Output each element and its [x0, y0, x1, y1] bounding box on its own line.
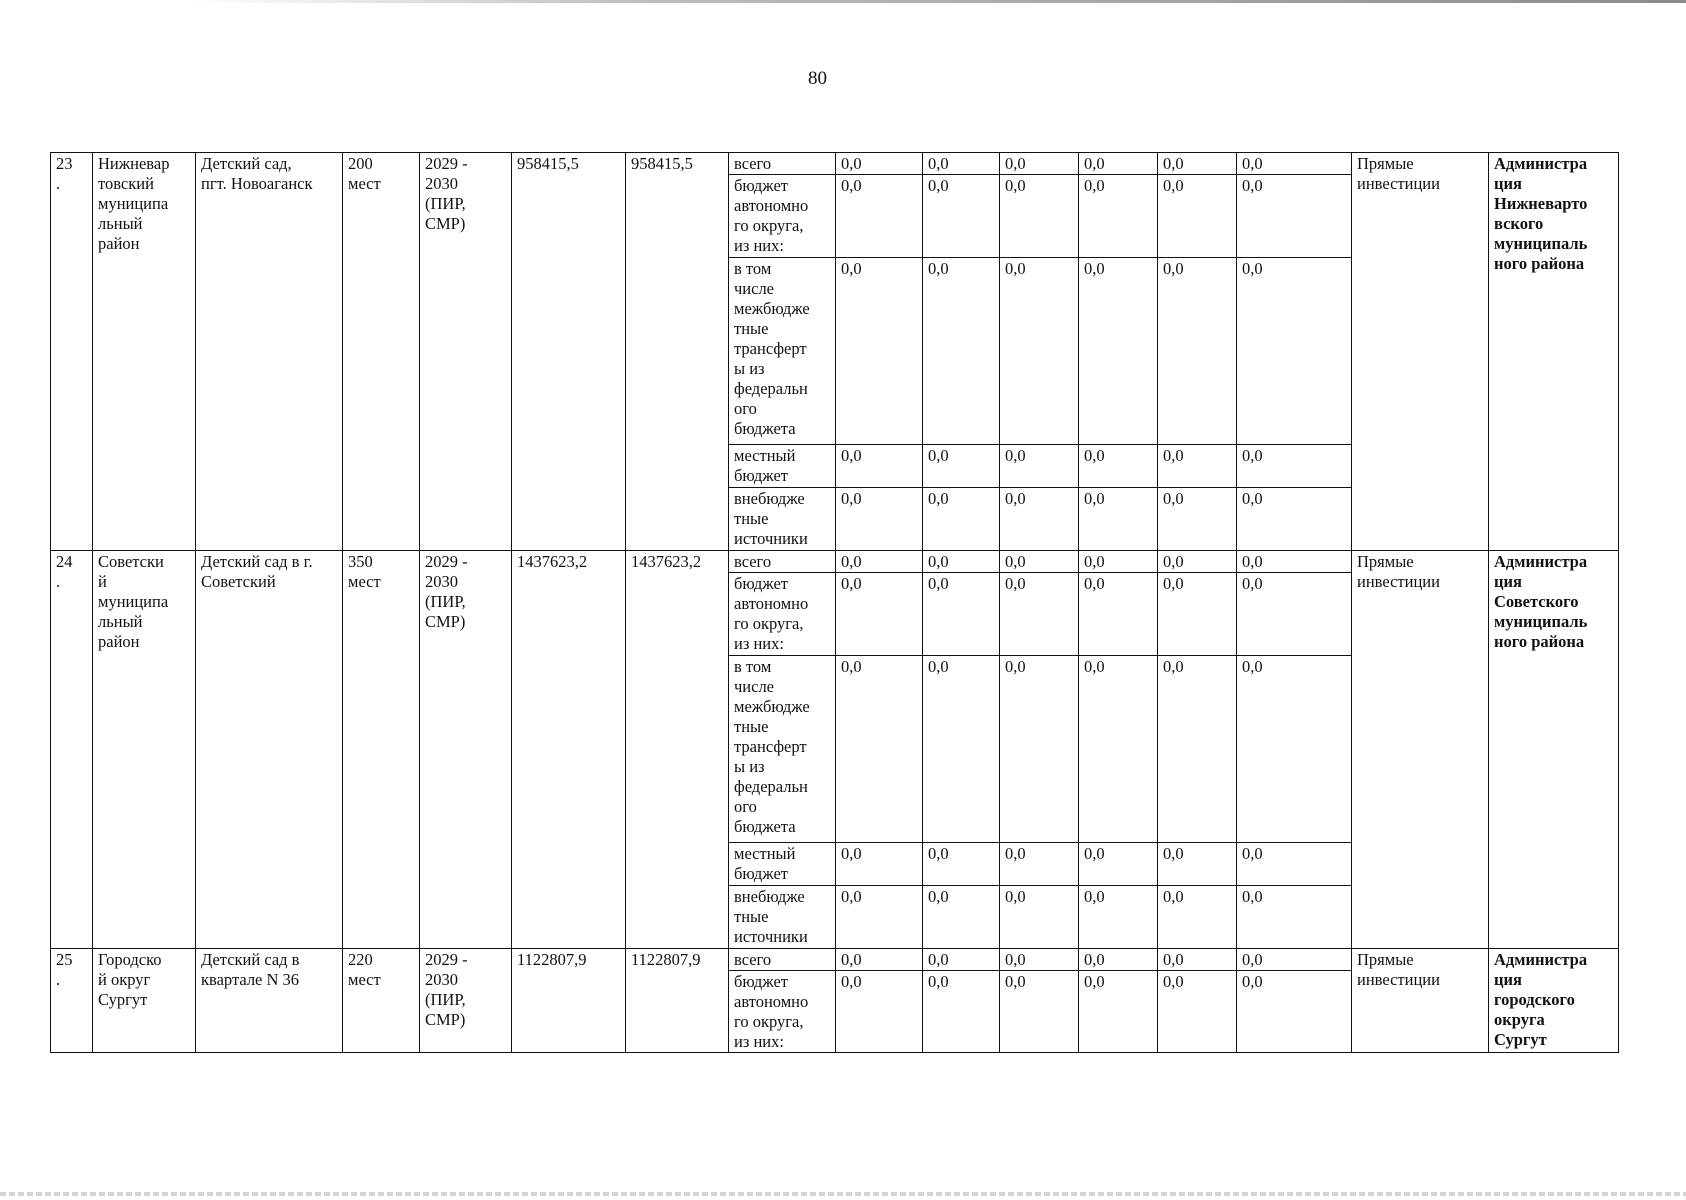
scan-edge-top	[190, 0, 1686, 3]
funding-value-cell: 0,0	[1237, 551, 1352, 573]
funding-value-cell: 0,0	[923, 488, 1000, 551]
funding-value-cell: 0,0	[1000, 573, 1079, 656]
funding-value-cell: 0,0	[1000, 843, 1079, 886]
remaining-cost-cell: 1122807,9	[626, 949, 729, 1053]
funding-value-cell: 0,0	[836, 573, 923, 656]
funding-value-cell: 0,0	[1158, 573, 1237, 656]
period-cell: 2029 - 2030 (ПИР, СМР)	[420, 551, 512, 949]
district-cell: Советски й муниципа льный район	[93, 551, 196, 949]
funding-value-cell: 0,0	[1079, 656, 1158, 843]
remaining-cost-cell: 958415,5	[626, 153, 729, 551]
funding-value-cell: 0,0	[923, 551, 1000, 573]
funding-value-cell: 0,0	[836, 949, 923, 971]
remaining-cost-cell: 1437623,2	[626, 551, 729, 949]
funding-value-cell: 0,0	[923, 971, 1000, 1053]
funding-value-cell: 0,0	[1237, 886, 1352, 949]
table-body	[51, 153, 1619, 1053]
funding-value-cell: 0,0	[923, 656, 1000, 843]
responsible-cell: Администра ция городского округа Сургут	[1489, 949, 1619, 1053]
funding-value-cell: 0,0	[1079, 488, 1158, 551]
funding-value-cell: 0,0	[1158, 551, 1237, 573]
funding-value-cell: 0,0	[836, 886, 923, 949]
scan-edge-bottom	[0, 1192, 1686, 1196]
funding-row	[51, 551, 1619, 573]
funding-value-cell: 0,0	[1237, 573, 1352, 656]
investment-table	[50, 152, 1619, 1053]
funding-source-cell: всего	[729, 551, 836, 573]
funding-value-cell: 0,0	[836, 258, 923, 445]
funding-value-cell: 0,0	[923, 843, 1000, 886]
funding-value-cell: 0,0	[1158, 971, 1237, 1053]
funding-value-cell: 0,0	[1079, 258, 1158, 445]
funding-value-cell: 0,0	[1237, 153, 1352, 175]
period-cell: 2029 - 2030 (ПИР, СМР)	[420, 949, 512, 1053]
funding-value-cell: 0,0	[1158, 175, 1237, 258]
row-number-cell: 24 .	[51, 551, 93, 949]
funding-value-cell: 0,0	[1079, 971, 1158, 1053]
funding-value-cell: 0,0	[1158, 445, 1237, 488]
funding-row	[51, 153, 1619, 175]
funding-value-cell: 0,0	[1000, 445, 1079, 488]
row-number-cell: 23 .	[51, 153, 93, 551]
total-cost-cell: 1437623,2	[512, 551, 626, 949]
funding-source-cell: местный бюджет	[729, 445, 836, 488]
funding-value-cell: 0,0	[1158, 843, 1237, 886]
capacity-cell: 220 мест	[343, 949, 420, 1053]
funding-value-cell: 0,0	[1237, 843, 1352, 886]
funding-value-cell: 0,0	[1000, 488, 1079, 551]
funding-value-cell: 0,0	[1000, 551, 1079, 573]
funding-value-cell: 0,0	[1158, 949, 1237, 971]
funding-value-cell: 0,0	[1000, 886, 1079, 949]
funding-value-cell: 0,0	[1079, 573, 1158, 656]
funding-value-cell: 0,0	[1237, 258, 1352, 445]
funding-value-cell: 0,0	[923, 886, 1000, 949]
mechanism-cell: Прямые инвестиции	[1352, 949, 1489, 1053]
funding-source-cell: в том числе межбюдже тные трансферт ы из федеральн ого бюджета	[729, 656, 836, 843]
funding-value-cell: 0,0	[1158, 258, 1237, 445]
funding-value-cell: 0,0	[1000, 949, 1079, 971]
funding-row	[51, 949, 1619, 971]
mechanism-cell: Прямые инвестиции	[1352, 153, 1489, 551]
funding-value-cell: 0,0	[836, 175, 923, 258]
funding-value-cell: 0,0	[1000, 258, 1079, 445]
funding-value-cell: 0,0	[1237, 949, 1352, 971]
capacity-cell: 350 мест	[343, 551, 420, 949]
funding-value-cell: 0,0	[923, 153, 1000, 175]
row-number-cell: 25 .	[51, 949, 93, 1053]
object-name-cell: Детский сад, пгт. Новоаганск	[196, 153, 343, 551]
district-cell: Городско й округ Сургут	[93, 949, 196, 1053]
funding-value-cell: 0,0	[1000, 175, 1079, 258]
district-cell: Нижневар товский муниципа льный район	[93, 153, 196, 551]
object-name-cell: Детский сад в г. Советский	[196, 551, 343, 949]
funding-value-cell: 0,0	[1000, 153, 1079, 175]
funding-value-cell: 0,0	[1237, 175, 1352, 258]
funding-source-cell: бюджет автономно го округа, из них:	[729, 175, 836, 258]
funding-value-cell: 0,0	[836, 445, 923, 488]
funding-value-cell: 0,0	[836, 656, 923, 843]
funding-value-cell: 0,0	[1237, 971, 1352, 1053]
funding-value-cell: 0,0	[1000, 971, 1079, 1053]
funding-source-cell: бюджет автономно го округа, из них:	[729, 573, 836, 656]
funding-value-cell: 0,0	[923, 573, 1000, 656]
funding-value-cell: 0,0	[1158, 153, 1237, 175]
funding-value-cell: 0,0	[923, 445, 1000, 488]
funding-value-cell: 0,0	[836, 551, 923, 573]
responsible-cell: Администра ция Советского муниципаль ного района	[1489, 551, 1619, 949]
funding-value-cell: 0,0	[836, 153, 923, 175]
funding-source-cell: в том числе межбюдже тные трансферт ы из федеральн ого бюджета	[729, 258, 836, 445]
funding-value-cell: 0,0	[923, 258, 1000, 445]
total-cost-cell: 958415,5	[512, 153, 626, 551]
funding-source-cell: всего	[729, 153, 836, 175]
funding-source-cell: всего	[729, 949, 836, 971]
funding-value-cell: 0,0	[1079, 551, 1158, 573]
funding-value-cell: 0,0	[1158, 886, 1237, 949]
funding-value-cell: 0,0	[1079, 445, 1158, 488]
funding-value-cell: 0,0	[836, 488, 923, 551]
funding-value-cell: 0,0	[923, 949, 1000, 971]
funding-value-cell: 0,0	[1158, 656, 1237, 843]
funding-source-cell: внебюдже тные источники	[729, 488, 836, 551]
funding-value-cell: 0,0	[1079, 886, 1158, 949]
funding-source-cell: бюджет автономно го округа, из них:	[729, 971, 836, 1053]
funding-value-cell: 0,0	[1079, 153, 1158, 175]
funding-source-cell: местный бюджет	[729, 843, 836, 886]
funding-value-cell: 0,0	[1237, 656, 1352, 843]
funding-value-cell: 0,0	[923, 175, 1000, 258]
funding-value-cell: 0,0	[1237, 488, 1352, 551]
responsible-cell: Администра ция Нижневарто вского муниципаль ного района	[1489, 153, 1619, 551]
page-number: 80	[808, 68, 827, 89]
funding-value-cell: 0,0	[1079, 175, 1158, 258]
funding-value-cell: 0,0	[1237, 445, 1352, 488]
total-cost-cell: 1122807,9	[512, 949, 626, 1053]
capacity-cell: 200 мест	[343, 153, 420, 551]
funding-value-cell: 0,0	[836, 971, 923, 1053]
object-name-cell: Детский сад в квартале N 36	[196, 949, 343, 1053]
funding-value-cell: 0,0	[836, 843, 923, 886]
funding-value-cell: 0,0	[1079, 843, 1158, 886]
mechanism-cell: Прямые инвестиции	[1352, 551, 1489, 949]
funding-value-cell: 0,0	[1079, 949, 1158, 971]
funding-value-cell: 0,0	[1158, 488, 1237, 551]
period-cell: 2029 - 2030 (ПИР, СМР)	[420, 153, 512, 551]
funding-value-cell: 0,0	[1000, 656, 1079, 843]
funding-source-cell: внебюдже тные источники	[729, 886, 836, 949]
